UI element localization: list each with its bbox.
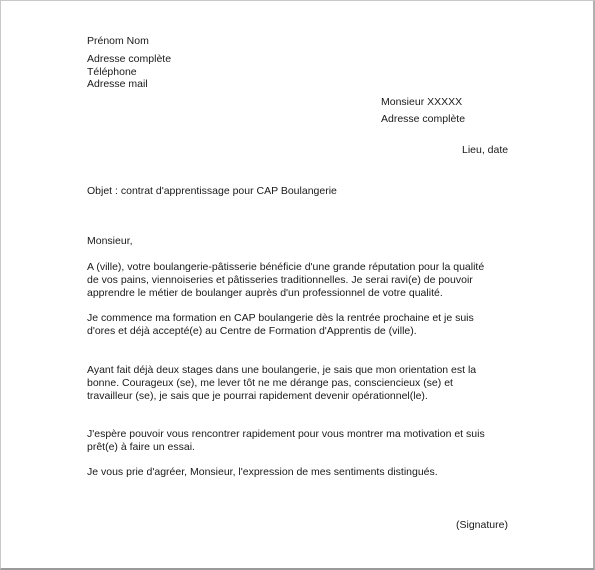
paragraph-4-line-2: prêt(e) à faire un essai. (87, 441, 195, 453)
paragraph-3-line-2: bonne. Courageux (se), me lever tôt ne me dérange pas, consciencieux (se) et (87, 377, 453, 389)
paragraph-1-line-2: de vos pains, viennoiseries et pâtisseries traditionnelles. Je serai ravi(e) de pouvoir (87, 274, 473, 286)
paragraph-2-line-2: d'ores et déjà accepté(e) au Centre de Formation d'Apprentis de (ville). (87, 325, 417, 337)
recipient-address: Adresse complète (381, 113, 466, 125)
sender-address: Adresse complète (87, 53, 172, 65)
subject-line: Objet : contrat d'apprentissage pour CAP Boulangerie (87, 185, 337, 197)
signature: (Signature) (456, 519, 508, 531)
place-date: Lieu, date (462, 144, 509, 156)
sender-name: Prénom Nom (87, 35, 149, 47)
closing-paragraph: Je vous prie d'agréer, Monsieur, l'expression de mes sentiments distingués. (87, 466, 438, 478)
sender-phone: Téléphone (87, 66, 137, 78)
paragraph-3-line-3: travailleur (se), je sais que je pourrai rapidement devenir opérationnel(le). (87, 390, 428, 402)
recipient-name: Monsieur XXXXX (381, 96, 463, 108)
salutation: Monsieur, (87, 235, 133, 247)
paragraph-1-line-3: apprendre le métier de boulanger auprès d'un professionnel de votre qualité. (87, 287, 443, 299)
sender-email: Adresse mail (87, 78, 148, 90)
paragraph-3-line-1: Ayant fait déjà deux stages dans une boulangerie, je sais que mon orientation est la (87, 364, 477, 376)
paragraph-4-line-1: J'espère pouvoir vous rencontrer rapidement pour vous montrer ma motivation et suis (87, 428, 485, 440)
paragraph-1-line-1: A (ville), votre boulangerie-pâtisserie bénéficie d'une grande réputation pour la qualité (87, 261, 485, 273)
paragraph-2-line-1: Je commence ma formation en CAP boulangerie dès la rentrée prochaine et je suis (87, 312, 474, 324)
